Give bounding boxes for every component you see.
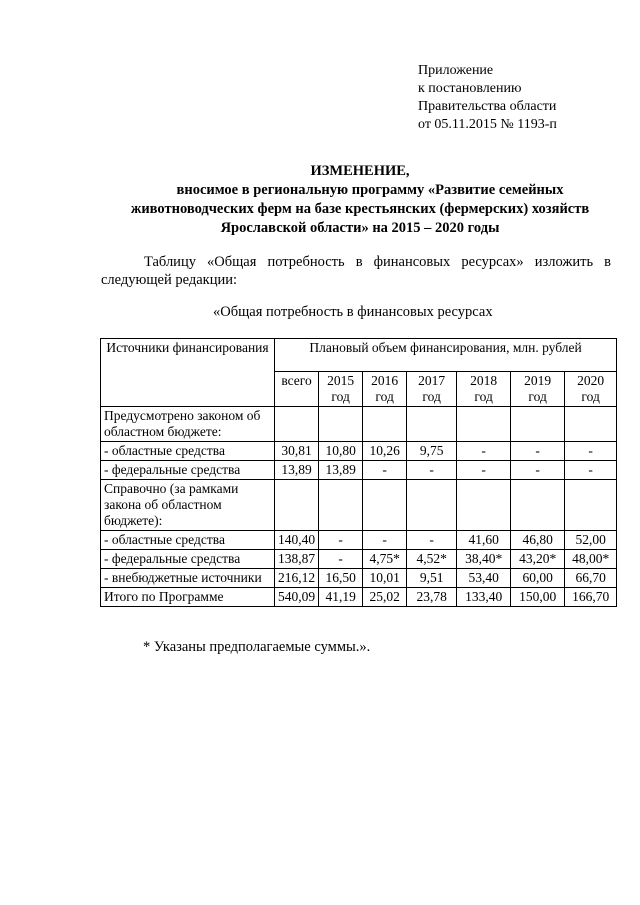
value-cell xyxy=(457,407,511,442)
year-header: 2017 год xyxy=(407,372,457,407)
value-cell xyxy=(565,480,617,531)
year-header: 2019 год xyxy=(511,372,565,407)
instruction-text: Таблицу «Общая потребность в финансовых ресурсах» изложить в следующей редакции: xyxy=(101,254,611,288)
value-cell: 4,75* xyxy=(363,550,407,569)
value-cell: - xyxy=(363,461,407,480)
appendix-line: Правительства области xyxy=(418,99,557,114)
value-cell xyxy=(319,407,363,442)
row-label: - областные средства xyxy=(101,531,275,550)
appendix-line: Приложение xyxy=(418,63,494,78)
footnote: * Указаны предполагаемые суммы.». xyxy=(143,639,371,655)
table-heading: «Общая потребность в финансовых ресурсах xyxy=(213,304,493,320)
value-cell: - xyxy=(457,442,511,461)
value-cell xyxy=(511,480,565,531)
value-cell: 540,09 xyxy=(275,588,319,607)
value-cell xyxy=(407,480,457,531)
value-cell: 16,50 xyxy=(319,569,363,588)
value-cell: 13,89 xyxy=(275,461,319,480)
table-row xyxy=(101,461,617,480)
value-cell xyxy=(275,480,319,531)
value-cell xyxy=(457,480,511,531)
year-header: 2016 год xyxy=(363,372,407,407)
title-line: вносимое в региональную программу «Развитие семейных xyxy=(176,182,564,198)
header-volume: Плановый объем финансирования, млн. рублей xyxy=(275,339,617,372)
row-label: Итого по Программе xyxy=(101,588,275,607)
value-cell: 138,87 xyxy=(275,550,319,569)
value-cell: - xyxy=(457,461,511,480)
year-header: всего xyxy=(275,372,319,407)
value-cell: 10,80 xyxy=(319,442,363,461)
row-label: - федеральные средства xyxy=(101,550,275,569)
appendix-line: к постановлению xyxy=(418,81,522,96)
row-label: - внебюджетные источники xyxy=(101,569,275,588)
table-row xyxy=(101,569,617,588)
instruction-paragraph xyxy=(101,253,611,289)
value-cell: - xyxy=(319,550,363,569)
value-cell: 52,00 xyxy=(565,531,617,550)
value-cell: - xyxy=(565,461,617,480)
value-cell xyxy=(319,480,363,531)
value-cell: 216,12 xyxy=(275,569,319,588)
value-cell: 133,40 xyxy=(457,588,511,607)
table-body xyxy=(101,407,617,607)
row-label: Предусмотрено законом об областном бюджете: xyxy=(101,407,275,442)
row-label: - федеральные средства xyxy=(101,461,275,480)
header-source: Источники финансирования xyxy=(101,339,275,407)
document-title xyxy=(100,162,620,238)
value-cell: 48,00* xyxy=(565,550,617,569)
title-line: животноводческих ферм на базе крестьянских (фермерских) хозяйств xyxy=(130,201,590,217)
table-row xyxy=(101,407,617,442)
value-cell: 23,78 xyxy=(407,588,457,607)
title-line: Ярославской области» на 2015 – 2020 годы xyxy=(220,220,500,236)
table-row xyxy=(101,442,617,461)
value-cell: 41,19 xyxy=(319,588,363,607)
value-cell: 60,00 xyxy=(511,569,565,588)
value-cell: - xyxy=(511,442,565,461)
value-cell: 10,26 xyxy=(363,442,407,461)
table-row xyxy=(101,480,617,531)
table-row xyxy=(101,531,617,550)
value-cell: 166,70 xyxy=(565,588,617,607)
value-cell xyxy=(363,480,407,531)
value-cell: - xyxy=(363,531,407,550)
table-row xyxy=(101,588,617,607)
value-cell xyxy=(363,407,407,442)
value-cell: 9,75 xyxy=(407,442,457,461)
year-header: 2020 год xyxy=(565,372,617,407)
value-cell: - xyxy=(407,531,457,550)
value-cell: - xyxy=(319,531,363,550)
value-cell: 25,02 xyxy=(363,588,407,607)
value-cell: 10,01 xyxy=(363,569,407,588)
value-cell: 43,20* xyxy=(511,550,565,569)
value-cell: 30,81 xyxy=(275,442,319,461)
value-cell: 66,70 xyxy=(565,569,617,588)
year-header: 2018 год xyxy=(457,372,511,407)
value-cell xyxy=(511,407,565,442)
value-cell: - xyxy=(565,442,617,461)
value-cell: 53,40 xyxy=(457,569,511,588)
value-cell: 9,51 xyxy=(407,569,457,588)
row-label: Справочно (за рамками закона об областном бюджете): xyxy=(101,480,275,531)
value-cell: - xyxy=(407,461,457,480)
value-cell: 46,80 xyxy=(511,531,565,550)
value-cell: 4,52* xyxy=(407,550,457,569)
value-cell: 140,40 xyxy=(275,531,319,550)
value-cell xyxy=(407,407,457,442)
financing-table xyxy=(100,338,617,607)
appendix-line: от 05.11.2015 № 1193-п xyxy=(418,117,557,132)
value-cell: 41,60 xyxy=(457,531,511,550)
table-row xyxy=(101,550,617,569)
value-cell: - xyxy=(511,461,565,480)
row-label: - областные средства xyxy=(101,442,275,461)
value-cell: 150,00 xyxy=(511,588,565,607)
appendix-block xyxy=(418,62,557,134)
value-cell: 38,40* xyxy=(457,550,511,569)
title-line: ИЗМЕНЕНИЕ, xyxy=(310,163,410,179)
value-cell xyxy=(565,407,617,442)
year-header: 2015 год xyxy=(319,372,363,407)
value-cell: 13,89 xyxy=(319,461,363,480)
value-cell xyxy=(275,407,319,442)
